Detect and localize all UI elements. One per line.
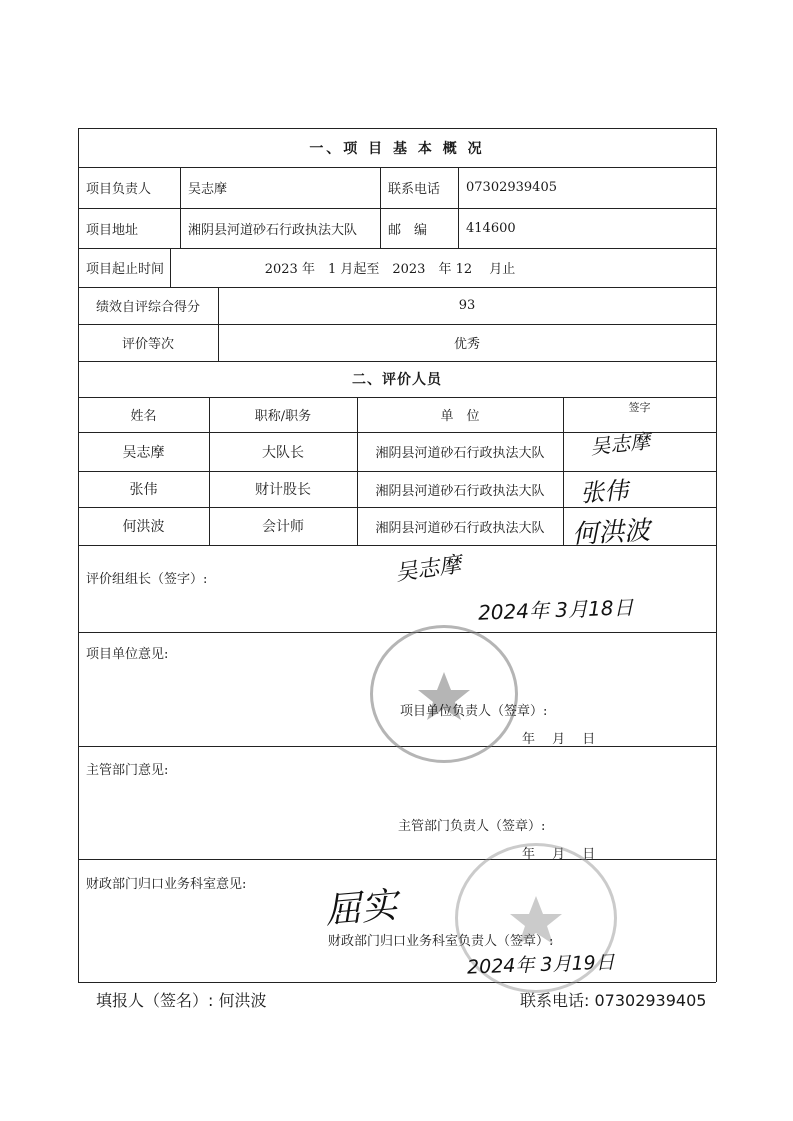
filler-signature-line: 填报人（签名）: 何洪波 [96, 991, 267, 1010]
col-line [563, 397, 564, 545]
period-label: 项目起止时间 [86, 262, 165, 277]
header-name: 姓名 [130, 409, 157, 424]
phone-label: 联系电话 [388, 182, 441, 197]
header-unit: 单 位 [440, 409, 480, 424]
finance-signature: 屈实 [323, 884, 399, 933]
evaluator-title: 会计师 [262, 519, 304, 535]
period-value: 2023 年 1 月起至 2023 年 12 月止 [264, 262, 516, 277]
evaluator-signature: 吴志摩 [589, 428, 652, 460]
evaluator-title: 财计股长 [255, 482, 311, 498]
score-label: 绩效自评综合得分 [95, 300, 200, 315]
group-leader-label: 评价组组长（签字）: [86, 572, 208, 587]
leader-label: 项目负责人 [86, 182, 152, 197]
header-title: 职称/职务 [254, 409, 312, 424]
evaluator-unit: 湘阴县河道砂石行政执法大队 [375, 446, 545, 461]
evaluator-name: 何洪波 [122, 519, 165, 535]
unit-date: 年 月 日 [522, 732, 596, 747]
section1-title: 一、项 目 基 本 概 况 [309, 140, 485, 157]
group-leader-date: 2024年 3月18日 [477, 595, 634, 625]
finance-date: 2024年 3月19日 [466, 951, 616, 979]
leader-value: 吴志摩 [188, 182, 228, 197]
dept-opinion-label: 主管部门意见: [86, 763, 169, 778]
group-leader-signature: 吴志摩 [393, 552, 463, 587]
evaluator-name: 张伟 [129, 482, 158, 498]
address-label: 项目地址 [86, 222, 139, 238]
postcode-label: 邮 编 [388, 222, 428, 238]
grade-value: 优秀 [453, 337, 480, 352]
finance-opinion-label: 财政部门归口业务科室意见: [86, 877, 247, 892]
evaluator-name: 吴志摩 [122, 444, 165, 461]
contact-phone: 联系电话: 07302939405 [520, 991, 707, 1010]
header-sign: 签字 [628, 401, 651, 414]
finance-sign-label: 财政部门归口业务科室负责人（签章）: [328, 934, 554, 949]
dept-sign-label: 主管部门负责人（签章）: [398, 819, 546, 834]
unit-sign-label: 项目单位负责人（签章）: [400, 704, 548, 719]
evaluator-signature: 张伟 [579, 476, 630, 508]
evaluator-unit: 湘阴县河道砂石行政执法大队 [375, 520, 545, 536]
phone-value: 07302939405 [466, 180, 557, 195]
postcode-value: 414600 [466, 220, 516, 236]
evaluator-unit: 湘阴县河道砂石行政执法大队 [375, 483, 545, 499]
row-line [78, 859, 716, 860]
unit-opinion-label: 项目单位意见: [86, 647, 169, 662]
table-right-border [716, 128, 717, 982]
section2-title: 二、评价人员 [352, 372, 442, 388]
address-value: 湘阴县河道砂石行政执法大队 [188, 222, 358, 238]
evaluator-signature: 何洪波 [571, 515, 651, 551]
unit-seal-stamp [370, 625, 518, 763]
star-icon [373, 628, 515, 760]
grade-label: 评价等次 [121, 337, 174, 352]
score-value: 93 [458, 298, 476, 313]
evaluator-title: 大队长 [262, 444, 304, 461]
dept-date: 年 月 日 [522, 847, 596, 862]
table-bottom-border [78, 982, 716, 983]
